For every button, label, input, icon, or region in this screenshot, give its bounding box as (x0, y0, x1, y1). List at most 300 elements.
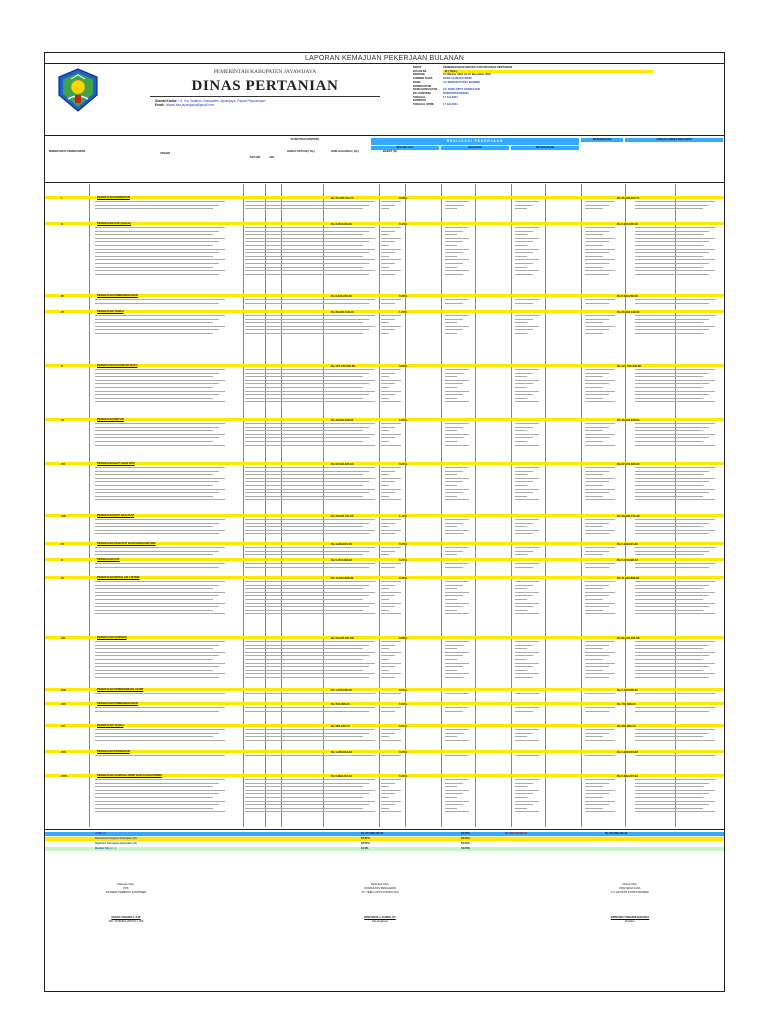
section-total: Rp 97,904,625.90 (331, 462, 354, 466)
item-row-text (445, 474, 457, 475)
signature-id: NIP. 19790601 200701 1 006 (108, 920, 144, 924)
section-weight: 1.12% (399, 514, 407, 518)
grid-line (581, 184, 582, 827)
item-row-text (445, 563, 469, 564)
item-row-text (585, 599, 603, 600)
item-row-text (245, 467, 375, 468)
item-row-text (95, 603, 225, 604)
item-row-text (585, 249, 615, 250)
col-header-jumlah-realisasi: JUMLAH HARGA REALISASI (656, 138, 692, 141)
item-row-text (515, 333, 527, 334)
item-row-text (95, 474, 213, 475)
summary-v1: 22.31% (361, 837, 370, 840)
item-row-text (95, 489, 225, 490)
item-row-text (445, 259, 469, 260)
item-row-text (95, 804, 219, 805)
item-row-text (585, 391, 615, 392)
item-row-text (585, 234, 603, 235)
item-row-text (245, 804, 369, 805)
section-weight: 4.94% (399, 364, 407, 368)
item-row-text (381, 423, 401, 424)
item-row-text (515, 205, 533, 206)
signature-role1: Disetujui Oleh, (117, 883, 135, 886)
item-row-text (585, 398, 603, 399)
item-row-text (381, 369, 401, 370)
item-row-text (95, 585, 219, 586)
section-title: PEKERJAAN K3K (Sistem) (97, 222, 132, 225)
item-row-text (635, 376, 703, 377)
item-row-text (515, 434, 539, 435)
section-title: PEKERJAAN BATU BAR BOX (97, 462, 135, 465)
section-title: PEKERJAAN PERSIAPAN (97, 750, 130, 753)
item-row-text (95, 599, 213, 600)
item-row-text (515, 423, 539, 424)
item-row-text (585, 519, 615, 520)
item-row-text (245, 256, 363, 257)
col-header-jumlah-harga: JUMLAH HARGA ( Rp ) (330, 150, 360, 153)
item-row-text (381, 434, 401, 435)
item-row-text (635, 592, 715, 593)
item-row-text (515, 804, 533, 805)
item-row-text (635, 474, 703, 475)
summary-row (45, 837, 724, 841)
item-row-text (445, 401, 469, 402)
item-row-text (515, 786, 527, 787)
item-row-text (245, 585, 369, 586)
project-info-label: TANGGAL SPMK (413, 103, 434, 107)
item-row-text (95, 783, 219, 784)
item-row-text (585, 319, 609, 320)
item-row-text (635, 489, 715, 490)
item-row-text (635, 641, 715, 642)
item-row-text (445, 755, 469, 756)
item-row-text (445, 567, 463, 568)
item-row-text (245, 445, 375, 446)
item-row-text (635, 693, 715, 694)
section-title: PEKERJAAN PASANGAN BATU (97, 364, 138, 367)
item-row-text (381, 373, 395, 374)
item-row-text (381, 736, 389, 737)
item-row-text (95, 554, 213, 555)
item-row-text (381, 387, 389, 388)
signature-name: KRISTIAN YONANIS BOGOKA (610, 916, 650, 920)
item-row-text (95, 373, 219, 374)
item-row-text (635, 369, 715, 370)
section-realisasi-total: Rp 127,070,640.89 (617, 364, 641, 368)
section-number: XIII (61, 688, 66, 692)
item-row-text (95, 610, 213, 611)
summary-v1: Rp 427,898,432.40 (361, 832, 384, 835)
item-row-text (445, 394, 463, 395)
item-row-text (635, 733, 709, 734)
item-row-text (445, 485, 457, 486)
item-row-text (585, 329, 609, 330)
item-row-text (445, 801, 469, 802)
item-row-text (245, 315, 375, 316)
project-info-label: NAMA KONSULTAN (413, 88, 438, 92)
item-row-text (585, 783, 609, 784)
signature-role2: PENYEDIA JASA (619, 886, 641, 890)
item-row-text (635, 496, 703, 497)
item-row-text (245, 523, 369, 524)
section-realisasi-total: Rp 11,840,898.99 (617, 576, 640, 580)
item-row-text (245, 270, 375, 271)
item-row-text (245, 391, 375, 392)
item-row-text (381, 603, 401, 604)
item-row-text (585, 333, 603, 334)
project-info-label: BULAN KE (413, 69, 427, 73)
item-row-text (445, 804, 463, 805)
item-row-text (245, 551, 369, 552)
item-row-text (381, 592, 401, 593)
item-row-text (381, 599, 389, 600)
item-row-text (515, 595, 533, 596)
section-number: IX (61, 542, 64, 546)
item-row-text (515, 554, 527, 555)
item-row-text (95, 208, 213, 209)
item-row-text (381, 740, 401, 741)
item-row-text (635, 329, 709, 330)
item-row-text (515, 231, 533, 232)
item-row-text (381, 547, 401, 548)
col-header-harga-satuan: HARGA SATUAN ( Rp ) (286, 150, 316, 153)
item-row-text (635, 256, 703, 257)
item-row-text (635, 315, 715, 316)
item-row-text (381, 581, 401, 582)
signature-role1: Diperiksa Oleh, (370, 883, 390, 886)
summary-v4: Rp 427,898,432.40 (605, 832, 628, 835)
project-info (413, 66, 653, 107)
item-row-text (445, 333, 457, 334)
item-row-text (515, 485, 527, 486)
item-row-text (381, 478, 401, 479)
item-row-text (381, 711, 395, 712)
item-row-text (245, 274, 369, 275)
item-row-text (515, 270, 539, 271)
item-row-text (245, 369, 375, 370)
item-row-text (635, 423, 715, 424)
item-row-text (445, 241, 463, 242)
col-header-no: NOMOR MATA PEMBAYARAN (48, 150, 86, 153)
item-row-text (635, 208, 703, 209)
item-row-text (445, 554, 457, 555)
item-row-text (245, 790, 375, 791)
item-row-text (445, 201, 469, 202)
item-row-text (515, 808, 527, 809)
item-row-text (635, 797, 703, 798)
item-row-text (445, 786, 457, 787)
item-row-text (381, 707, 401, 708)
item-row-text (585, 526, 603, 527)
item-row-text (515, 610, 527, 611)
item-row-text (635, 729, 715, 730)
signature-role3: CV. TEBO CIPTA KONSULTAN (361, 890, 399, 894)
grid-line (323, 184, 324, 827)
item-row-text (95, 241, 219, 242)
grid-line (545, 184, 546, 827)
item-row-text (635, 259, 715, 260)
item-row-text (585, 387, 603, 388)
item-row-text (515, 736, 527, 737)
item-row-text (245, 441, 363, 442)
project-info-colon: : (439, 69, 440, 73)
section-total: Rp 5,892,207.94 (331, 774, 352, 778)
item-row-text (245, 299, 375, 300)
item-row-text (635, 595, 709, 596)
item-row-text (381, 485, 389, 486)
item-row-text (245, 783, 369, 784)
item-row-text (95, 645, 219, 646)
item-row-text (381, 496, 389, 497)
item-row-text (635, 441, 703, 442)
item-row-text (635, 790, 715, 791)
item-row-text (585, 648, 603, 649)
item-row-text (245, 736, 363, 737)
item-row-text (585, 786, 603, 787)
item-row-text (445, 231, 463, 232)
item-row-text (381, 474, 389, 475)
item-row-text (381, 489, 401, 490)
item-row-text (445, 603, 469, 604)
section-total: Rp 1,260,834.63 (331, 750, 352, 754)
item-row-text (381, 259, 401, 260)
item-row-text (245, 595, 369, 596)
item-row-text (381, 755, 401, 756)
grid-line (281, 184, 282, 827)
item-row-text (585, 489, 615, 490)
item-row-text (585, 801, 615, 802)
item-row-text (585, 610, 603, 611)
grid-line (441, 184, 442, 827)
item-row-text (515, 267, 527, 268)
item-row-text (245, 329, 369, 330)
item-row-text (445, 274, 463, 275)
item-row-text (445, 729, 469, 730)
item-row-text (445, 610, 457, 611)
project-info-value: PEMBANGUNAN GEDUNG KANTOR DINAS PERTANIAN (443, 66, 513, 69)
item-row-text (95, 481, 219, 482)
item-row-text (515, 474, 527, 475)
item-row-text (245, 793, 369, 794)
item-row-text (381, 610, 389, 611)
item-row-text (245, 231, 369, 232)
item-row-text (585, 256, 603, 257)
item-row-text (381, 563, 401, 564)
item-row-text (445, 227, 469, 228)
section-realisasi-total: Rp 5,892,207.94 (617, 774, 638, 778)
project-info-value: 06/SPK/DISTAN/2024 (443, 91, 469, 95)
item-row-text (515, 755, 539, 756)
col-header-sampai-ini: S/D BULAN INI (535, 146, 555, 149)
item-row-text (515, 241, 533, 242)
item-row-text (381, 481, 395, 482)
item-row-text (585, 499, 615, 500)
item-row-text (381, 329, 395, 330)
item-row-text (381, 383, 395, 384)
item-row-text (95, 329, 219, 330)
item-row-text (635, 238, 715, 239)
item-row-text (95, 270, 225, 271)
item-row-text (515, 259, 539, 260)
section-number: XVII (61, 774, 67, 778)
item-row-text (445, 256, 457, 257)
item-row-text (95, 326, 225, 327)
item-row-text (381, 245, 389, 246)
item-row-text (515, 652, 539, 653)
item-row-text (635, 373, 709, 374)
item-row-text (635, 299, 715, 300)
item-row-text (585, 492, 609, 493)
item-row-text (515, 274, 533, 275)
item-row-text (95, 299, 225, 300)
item-row-text (445, 526, 457, 527)
item-row-text (381, 801, 401, 802)
item-row-text (95, 427, 219, 428)
item-row-text (635, 201, 715, 202)
item-row-text (381, 652, 401, 653)
item-row-text (635, 526, 703, 527)
item-row-text (95, 755, 225, 756)
section-weight: 0.21% (399, 558, 407, 562)
item-row-text (445, 478, 469, 479)
item-row-text (445, 489, 469, 490)
summary-v2: 34.54% (461, 847, 470, 850)
item-row-text (245, 797, 363, 798)
item-row-text (381, 808, 389, 809)
item-row-text (381, 567, 395, 568)
report-title: LAPORAN KEMAJUAN PEKERJAAN BULANAN (45, 53, 724, 64)
summary-v2: 63.00% (461, 832, 470, 835)
item-row-text (445, 693, 469, 694)
item-row-text (635, 645, 709, 646)
item-row-text (635, 485, 703, 486)
item-row-text (515, 249, 539, 250)
item-row-text (95, 641, 225, 642)
item-row-text (95, 693, 225, 694)
item-row-text (245, 733, 369, 734)
item-row-text (245, 606, 369, 607)
item-row-text (585, 238, 615, 239)
item-row-text (95, 401, 225, 402)
item-row-text (95, 733, 219, 734)
item-row-text (245, 663, 375, 664)
item-row-text (245, 201, 375, 202)
item-row-text (95, 398, 213, 399)
item-row-text (95, 595, 219, 596)
section-weight: 0.46% (399, 576, 407, 580)
item-row-text (635, 434, 715, 435)
item-row-text (95, 441, 213, 442)
item-row-text (585, 303, 609, 304)
project-info-value: 17 Juli 2024 (443, 103, 458, 107)
item-row-text (245, 326, 375, 327)
item-row-text (95, 606, 219, 607)
section-weight: 0.23% (399, 774, 407, 778)
item-row-text (585, 369, 615, 370)
project-info-colon: : (439, 91, 440, 95)
item-row-text (585, 670, 603, 671)
item-row-text (515, 299, 539, 300)
item-row-text (95, 322, 213, 323)
item-row-text (95, 551, 219, 552)
item-row-text (585, 208, 603, 209)
item-row-text (515, 322, 527, 323)
item-row-text (585, 693, 615, 694)
item-row-text (95, 711, 219, 712)
item-row-text (515, 326, 539, 327)
item-row-text (381, 274, 395, 275)
item-row-text (515, 648, 527, 649)
item-row-text (635, 523, 709, 524)
item-row-text (95, 677, 219, 678)
item-row-text (515, 234, 527, 235)
item-row-text (515, 467, 539, 468)
item-row-text (95, 259, 225, 260)
col-header-bulan-lalu: BULAN LALU (396, 146, 414, 149)
item-row-text (95, 567, 219, 568)
item-row-text (95, 234, 213, 235)
section-title: PEKERJAAN PERSIAPAN (97, 196, 130, 199)
item-row-text (515, 303, 533, 304)
item-row-text (585, 427, 609, 428)
item-row-text (95, 588, 213, 589)
item-row-text (245, 599, 363, 600)
item-row-text (635, 711, 709, 712)
item-row-text (245, 208, 363, 209)
item-row-text (445, 387, 457, 388)
item-row-text (95, 523, 219, 524)
item-row-text (381, 263, 395, 264)
item-row-text (445, 441, 457, 442)
project-info-colon: : (439, 73, 440, 77)
section-number: XV (61, 724, 66, 728)
section-realisasi-total: Rp 289,209.14 (617, 724, 636, 728)
signature-role2: PPK (123, 886, 129, 890)
item-row-text (515, 670, 527, 671)
item-row-text (445, 530, 469, 531)
item-row-text (381, 445, 401, 446)
section-weight: 1.20% (399, 310, 407, 314)
item-row-text (515, 208, 527, 209)
item-row-text (245, 434, 375, 435)
item-row-text (585, 485, 603, 486)
item-row-text (585, 677, 609, 678)
section-total: Rp 702,098.34 (331, 702, 350, 706)
item-row-text (515, 707, 539, 708)
item-row-text (245, 740, 375, 741)
section-total: Rp 22,022,231.68 (331, 636, 354, 640)
col-header-bulan-ini: BULAN INI (468, 146, 482, 149)
item-row-text (585, 603, 615, 604)
item-row-text (515, 659, 527, 660)
item-row-text (95, 547, 225, 548)
section-total: Rp 30,902,148.32 (331, 310, 354, 314)
item-row-text (95, 205, 219, 206)
item-row-text (95, 729, 225, 730)
item-row-text (515, 677, 533, 678)
item-row-text (585, 779, 615, 780)
item-row-text (245, 489, 375, 490)
item-row-text (445, 648, 457, 649)
item-row-text (585, 471, 609, 472)
item-row-text (381, 673, 401, 674)
project-info-value: III ( TIGA ) (443, 70, 653, 74)
item-row-text (635, 499, 715, 500)
item-row-text (95, 315, 225, 316)
item-row-text (585, 659, 603, 660)
item-row-text (635, 274, 709, 275)
item-row-text (381, 606, 395, 607)
